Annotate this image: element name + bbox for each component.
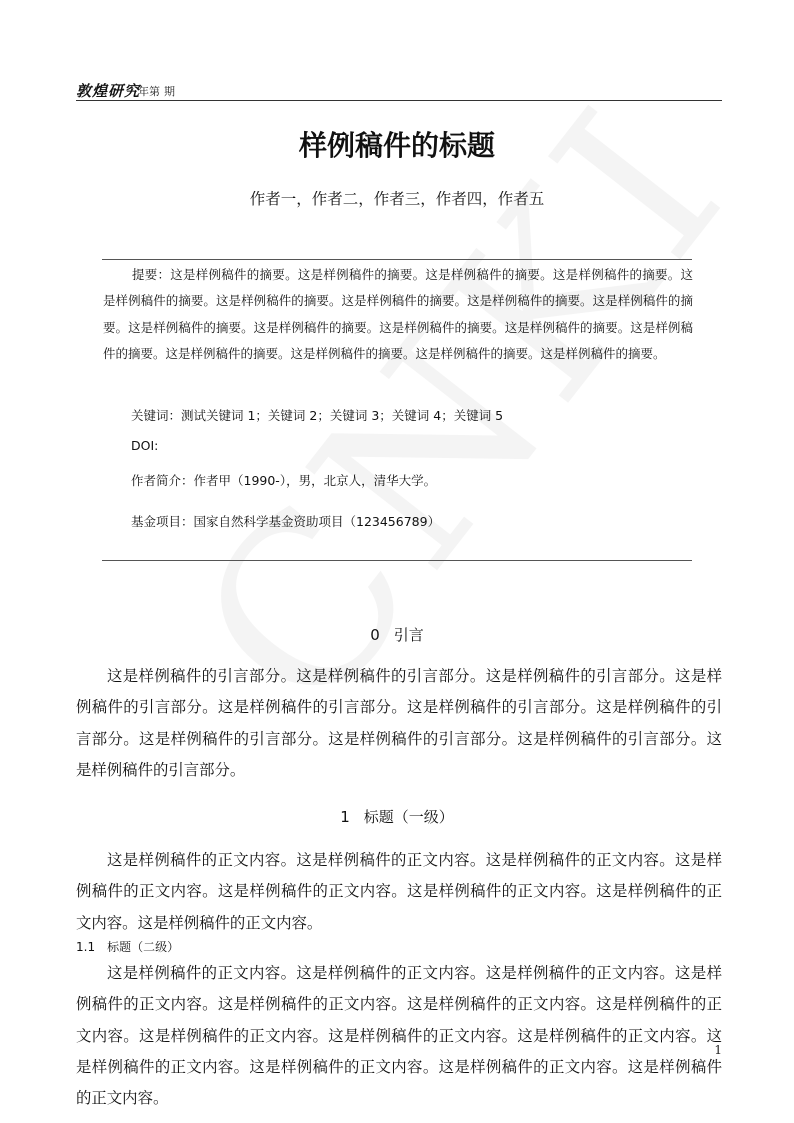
subsection-heading-1-1 <box>76 938 179 955</box>
doi-line: DOI: <box>131 438 159 453</box>
issue-year: 年第 <box>138 85 160 98</box>
page-number: 1 <box>714 1043 722 1057</box>
funding-line: 基金项目：国家自然科学基金资助项目（123456789） <box>131 514 441 529</box>
abstract-top-rule <box>102 259 692 260</box>
body-paragraph-1: 这是样例稿件的正文内容。这是样例稿件的正文内容。这是样例稿件的正文内容。这是样例稿件的正文内容。这是样例稿件的正文内容。这是样例稿件的正文内容。这是样例稿件的正文内容。这是样例稿件的正文内容。 <box>76 851 722 932</box>
section-title: 引言 <box>393 626 424 644</box>
subsection-number: 1.1 <box>76 940 96 954</box>
issue-period: 期 <box>164 85 175 98</box>
section-heading-0 <box>0 624 794 645</box>
intro-paragraph: 这是样例稿件的引言部分。这是样例稿件的引言部分。这是样例稿件的引言部分。这是样例稿件的引言部分。这是样例稿件的引言部分。这是样例稿件的引言部分。这是样例稿件的引言部分。这是样例稿件的引言部分。这是样例稿件的引言部分。这是样例稿件的引言部分。这是样例稿件的引言部分。 <box>76 667 722 779</box>
subsection-title: 标题（二级） <box>107 940 180 954</box>
section-number: 0 <box>370 626 380 644</box>
journal-logo: 敦煌研究 <box>76 82 141 100</box>
header-rule <box>76 100 722 101</box>
subsection-body-clip <box>76 958 722 1108</box>
body-paragraph-1-1: 这是样例稿件的正文内容。这是样例稿件的正文内容。这是样例稿件的正文内容。这是样例稿件的正文内容。这是样例稿件的正文内容。这是样例稿件的正文内容。这是样例稿件的正文内容。这是样例稿件的正文内容。这是样例稿件的正文内容。这是样例稿件的正文内容。这是样例稿件的正文内容。这是样例稿件的正文内容。这是样例稿件的正文内容。这是样例稿件的正文内容。 <box>76 964 722 1108</box>
section-number: 1 <box>340 808 350 826</box>
section-title: 标题（一级） <box>363 808 454 826</box>
abstract-text: 提要：这是样例稿件的摘要。这是样例稿件的摘要。这是样例稿件的摘要。这是样例稿件的摘要。这是样例稿件的摘要。这是样例稿件的摘要。这是样例稿件的摘要。这是样例稿件的摘要。这是样例稿件的摘要。这是样例稿件的摘要。这是样例稿件的摘要。这是样例稿件的摘要。这是样例稿件的摘要。这是样例稿件的摘要。这是样例稿件的摘要。这是样例稿件的摘要。这是样例稿件的摘要。这是样例稿件的摘要。 <box>103 267 693 361</box>
author-list: 作者一，作者二，作者三，作者四，作者五 <box>249 190 545 208</box>
keywords-line: 关键词：测试关键词 1；关键词 2；关键词 3；关键词 4；关键词 5 <box>131 408 504 423</box>
running-header <box>76 80 722 100</box>
abstract-bottom-rule <box>102 560 692 561</box>
section-heading-1 <box>0 806 794 827</box>
author-bio-line: 作者简介：作者甲（1990-），男，北京人，清华大学。 <box>131 473 437 488</box>
issue-info <box>138 83 179 99</box>
paper-title: 样例稿件的标题 <box>298 129 495 162</box>
